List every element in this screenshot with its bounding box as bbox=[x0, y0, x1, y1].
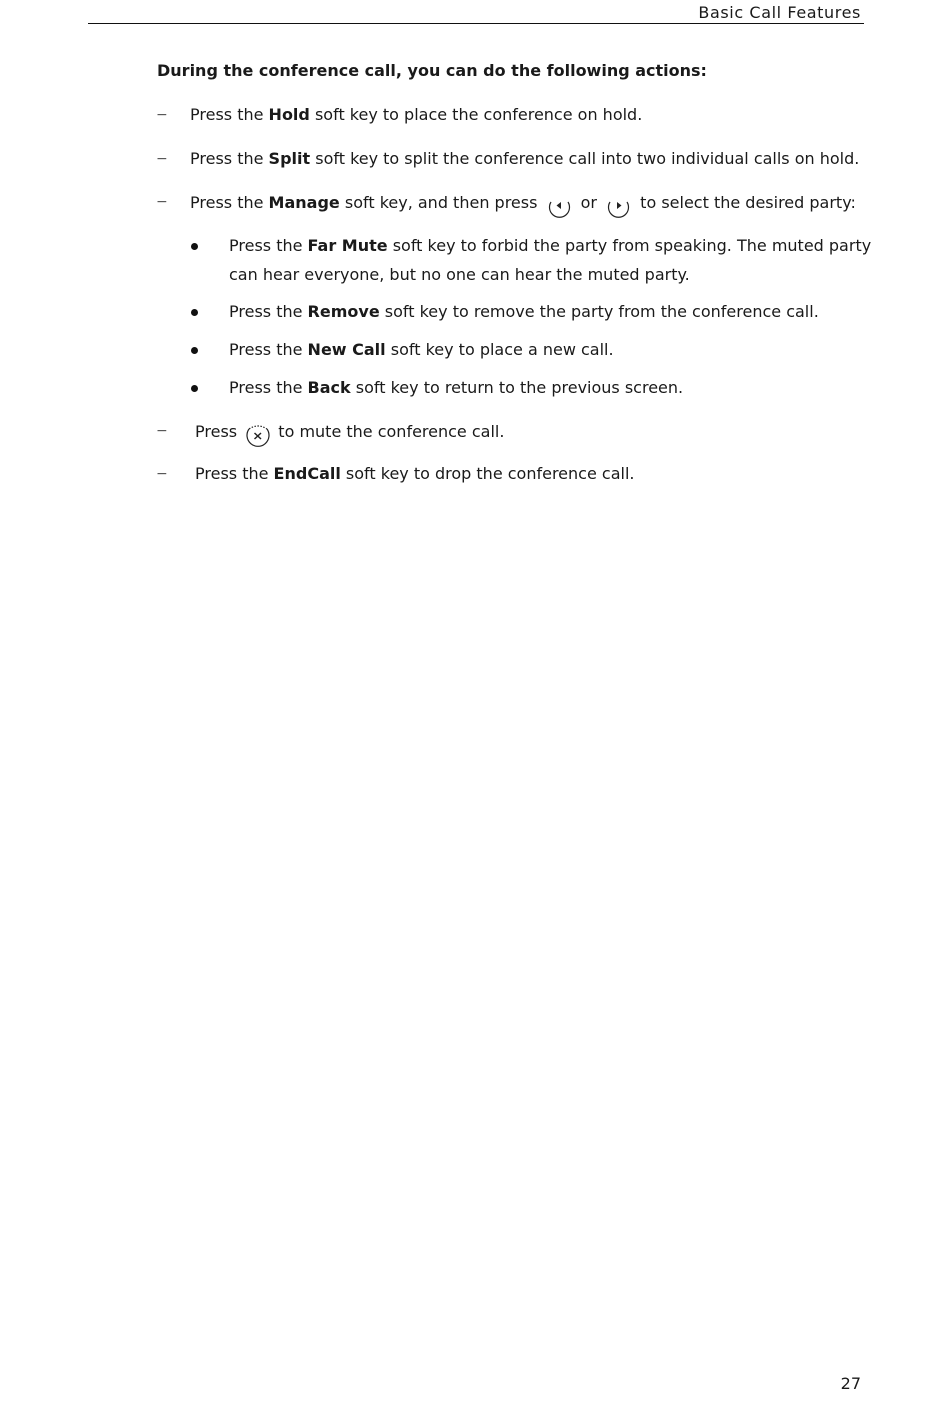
list-item-hold bbox=[190, 104, 642, 126]
list-dash: − bbox=[156, 107, 168, 123]
bullet-dot bbox=[191, 309, 198, 316]
header-rule bbox=[88, 23, 864, 24]
soft-key-label-far-mute: Far Mute bbox=[307, 236, 388, 255]
soft-key-label-new-call: New Call bbox=[307, 340, 386, 359]
mute-key-icon bbox=[244, 422, 269, 447]
sub-item-far-mute bbox=[229, 235, 871, 257]
text: Press bbox=[195, 422, 243, 441]
list-item-mute bbox=[195, 420, 504, 445]
sub-item-new-call bbox=[229, 339, 614, 361]
text: to mute the conference call. bbox=[273, 422, 505, 441]
text: soft key to forbid the party from speaking. The muted party bbox=[387, 236, 872, 255]
text: to select the desired party: bbox=[635, 193, 856, 212]
soft-key-label-remove: Remove bbox=[307, 302, 380, 321]
text: Press the bbox=[229, 302, 308, 321]
text: soft key to return to the previous screen. bbox=[350, 378, 684, 397]
text: soft key to place the conference on hold. bbox=[309, 105, 643, 124]
text: Press the bbox=[190, 193, 269, 212]
soft-key-label-manage: Manage bbox=[268, 193, 340, 212]
right-navigation-key-icon bbox=[606, 193, 631, 218]
list-dash: − bbox=[156, 194, 168, 210]
left-navigation-key-icon bbox=[547, 193, 572, 218]
text: or bbox=[575, 193, 603, 212]
text: Press the bbox=[229, 378, 308, 397]
sub-item-back bbox=[229, 377, 683, 399]
soft-key-label-back: Back bbox=[307, 378, 351, 397]
list-item-manage bbox=[190, 191, 856, 216]
bullet-dot bbox=[191, 347, 198, 354]
text: Press the bbox=[195, 464, 274, 483]
soft-key-label-endcall: EndCall bbox=[273, 464, 341, 483]
sub-item-remove bbox=[229, 301, 819, 323]
text: soft key to remove the party from the conference call. bbox=[379, 302, 819, 321]
text: soft key to split the conference call into two individual calls on hold. bbox=[310, 149, 860, 168]
soft-key-label-hold: Hold bbox=[268, 105, 310, 124]
bullet-dot bbox=[191, 243, 198, 250]
list-dash: − bbox=[156, 466, 168, 482]
text: soft key to drop the conference call. bbox=[340, 464, 635, 483]
bullet-dot bbox=[191, 385, 198, 392]
text: Press the bbox=[190, 149, 269, 168]
sub-item-far-mute-continuation: can hear everyone, but no one can hear the muted party. bbox=[229, 265, 690, 284]
list-item-endcall bbox=[195, 463, 634, 485]
list-dash: − bbox=[156, 423, 168, 439]
intro-heading: During the conference call, you can do the following actions: bbox=[157, 61, 707, 80]
soft-key-label-split: Split bbox=[268, 149, 311, 168]
text: soft key to place a new call. bbox=[385, 340, 614, 359]
list-dash: − bbox=[156, 151, 168, 167]
page-number: 27 bbox=[840, 1374, 861, 1393]
list-item-split bbox=[190, 148, 859, 170]
text: Press the bbox=[190, 105, 269, 124]
text: Press the bbox=[229, 340, 308, 359]
text: soft key, and then press bbox=[339, 193, 543, 212]
text: Press the bbox=[229, 236, 308, 255]
header-title: Basic Call Features bbox=[698, 3, 861, 22]
